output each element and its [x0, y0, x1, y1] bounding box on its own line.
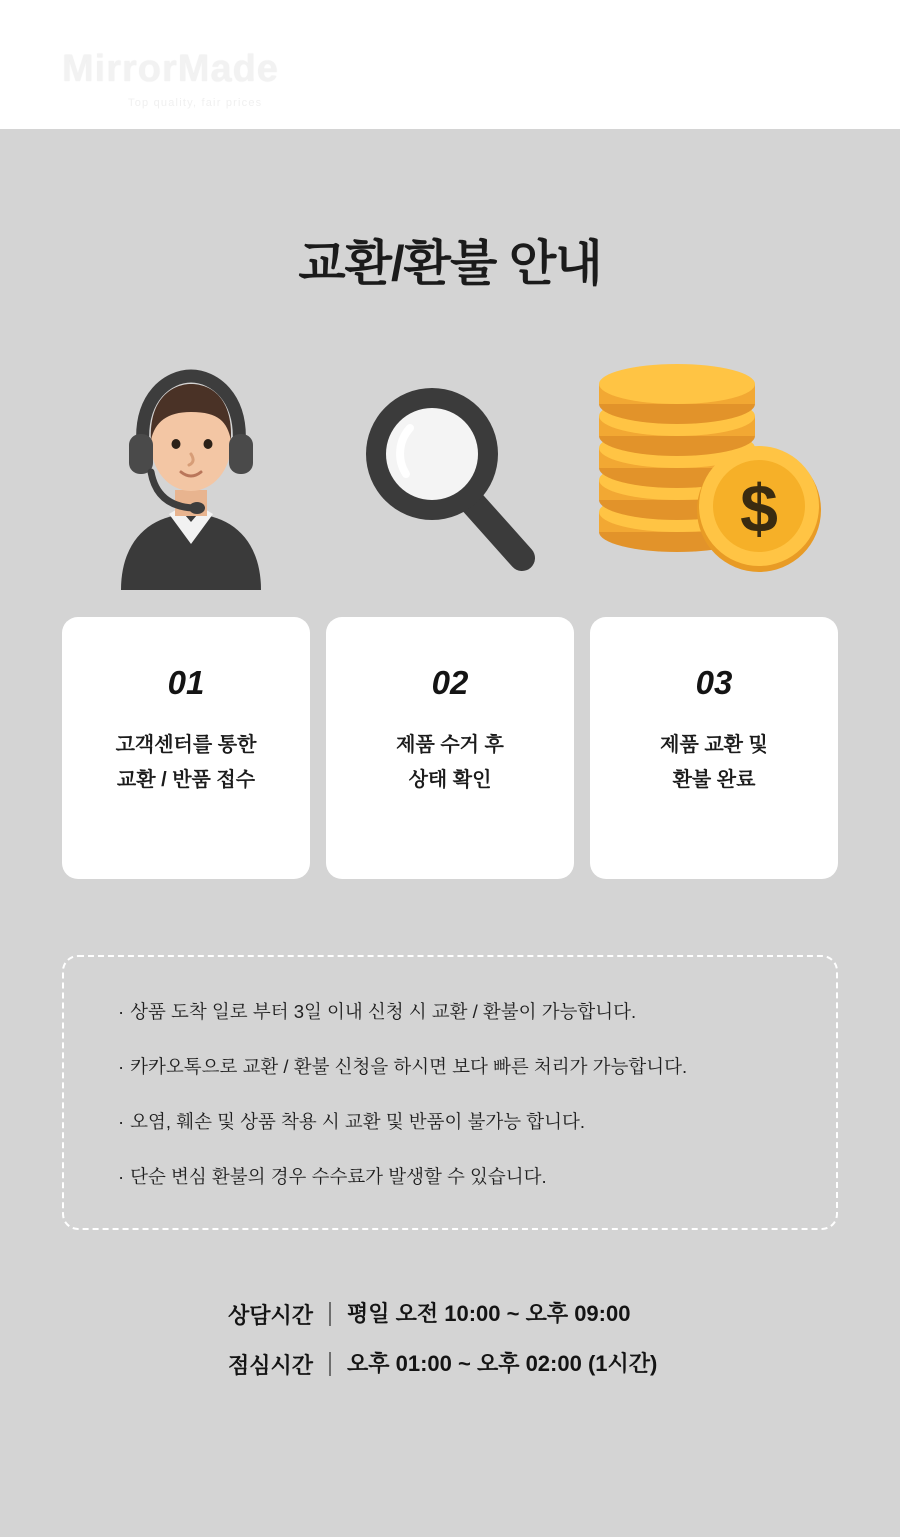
header-band — [0, 0, 900, 129]
policy-note-item — [118, 1054, 836, 1080]
step-card-02 — [326, 617, 574, 879]
hours-value: 오후 01:00 ~ 오후 02:00 (1시간) — [329, 1352, 689, 1376]
policy-note-item — [118, 999, 836, 1025]
policy-note-list — [64, 957, 836, 1190]
step-text — [590, 728, 838, 798]
policy-note-text: 단순 변심 환불의 경우 수수료가 발생할 수 있습니다. — [130, 1165, 547, 1187]
step-number: 01 — [167, 664, 205, 701]
hours-row-lunch — [0, 1339, 900, 1389]
bullet-dot: · — [118, 1165, 125, 1187]
step-text — [326, 728, 574, 798]
brand-tagline: Top quality, fair prices — [128, 97, 263, 109]
coin-stack-dollar-icon — [578, 362, 836, 592]
business-hours — [0, 1289, 900, 1409]
policy-note-text: 상품 도착 일로 부터 3일 이내 신청 시 교환 / 환불이 가능합니다. — [130, 1001, 637, 1022]
hours-label: 점심시간 — [227, 1352, 313, 1378]
hours-label: 상담시간 — [227, 1302, 313, 1328]
content-sheet — [0, 129, 900, 1537]
policy-note-text: 오염, 훼손 및 상품 착용 시 교환 및 반품이 불가능 합니다. — [130, 1110, 586, 1132]
bullet-dot: · — [118, 1055, 125, 1077]
hours-row-consult — [0, 1289, 900, 1339]
step-card-03 — [590, 617, 838, 879]
step-number: 03 — [695, 664, 733, 701]
brand-logo-text: MirrorMade — [62, 48, 279, 90]
step-text — [62, 728, 310, 798]
policy-notes-box — [62, 955, 838, 1230]
brand-logo — [62, 50, 362, 109]
page-title: 교환/환불 안내 — [298, 237, 602, 291]
step-line: 환불 완료 — [672, 769, 756, 791]
policy-note-text: 카카오톡으로 교환 / 환불 신청을 하시면 보다 빠른 처리가 가능합니다. — [130, 1055, 688, 1077]
policy-note-item — [118, 1164, 836, 1190]
magnifier-icon — [320, 362, 578, 592]
headset-agent-icon — [62, 362, 320, 592]
step-card-list — [62, 617, 838, 879]
step-line: 제품 수거 후 — [396, 734, 504, 756]
hours-value: 평일 오전 10:00 ~ 오후 09:00 — [329, 1302, 689, 1326]
policy-note-item — [118, 1109, 836, 1135]
step-line: 교환 / 반품 접수 — [116, 769, 256, 791]
bullet-dot: · — [118, 1110, 125, 1132]
bullet-dot: · — [118, 1001, 125, 1022]
step-number: 02 — [431, 664, 469, 701]
svg-text:$: $ — [740, 471, 778, 547]
step-line: 제품 교환 및 — [660, 734, 768, 756]
illustration-row — [62, 362, 838, 592]
step-line: 상태 확인 — [408, 769, 492, 791]
step-line: 고객센터를 통한 — [115, 734, 257, 756]
step-card-01 — [62, 617, 310, 879]
